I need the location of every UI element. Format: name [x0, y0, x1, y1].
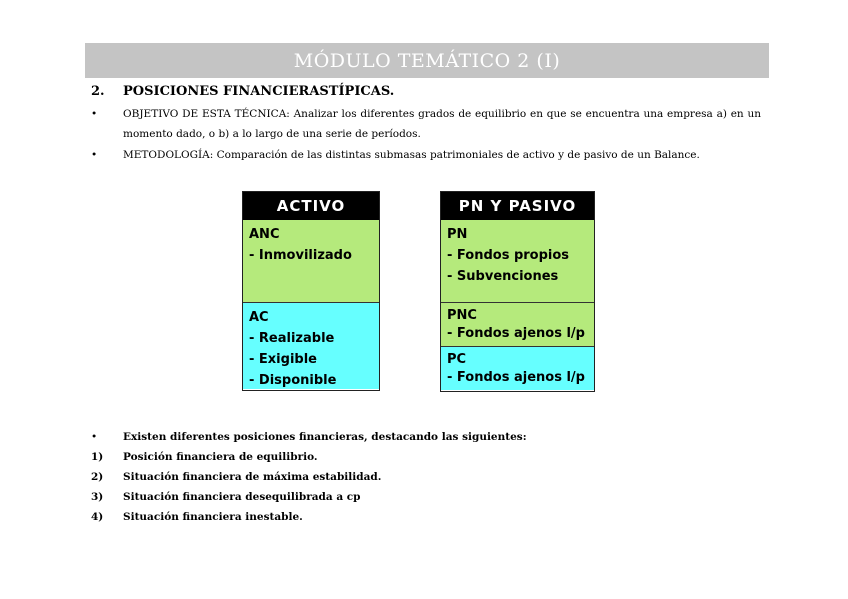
objective-line-1: OBJETIVO DE ESTA TÉCNICA: Analizar los diferentes grados de equilibrio en que se encuentra una empresa a) en un	[123, 108, 761, 120]
module-banner	[85, 43, 769, 78]
pn-cell	[441, 220, 594, 302]
activo-table	[242, 191, 380, 391]
list-item	[91, 447, 318, 467]
objective-paragraph	[91, 104, 761, 144]
ac-item: - Exigible	[249, 352, 317, 367]
pc-cell	[441, 346, 594, 390]
pn-item: - Fondos propios	[447, 248, 570, 263]
pnc-cell	[441, 302, 594, 346]
pc-title: PC	[447, 352, 467, 367]
pn-item: - Subvenciones	[447, 269, 559, 284]
list-item	[91, 487, 361, 507]
list-text: Situación financiera inestable.	[123, 511, 303, 523]
list-number: 4)	[91, 511, 104, 523]
positions-intro-text: Existen diferentes posiciones financieras, destacando las siguientes:	[123, 431, 527, 443]
ac-item: - Realizable	[249, 331, 335, 346]
section-heading	[91, 84, 394, 99]
pasivo-table	[440, 191, 595, 392]
methodology-paragraph	[91, 145, 761, 165]
list-text: Posición financiera de equilibrio.	[123, 451, 318, 463]
ac-item: - Disponible	[249, 373, 337, 388]
methodology-text: METODOLOGÍA: Comparación de las distintas submasas patrimoniales de activo y de pasivo de un Balance.	[123, 149, 700, 161]
list-text: Situación financiera de máxima estabilidad.	[123, 471, 382, 483]
anc-title: ANC	[249, 227, 280, 242]
pasivo-header: PN Y PASIVO	[441, 192, 594, 220]
module-title: MÓDULO TEMÁTICO 2 (I)	[293, 49, 561, 72]
positions-intro	[91, 427, 527, 447]
bullet: •	[91, 431, 98, 443]
objective-line-2: momento dado, o b) a lo largo de una serie de períodos.	[123, 128, 421, 140]
pnc-item: - Fondos ajenos l/p	[447, 326, 585, 341]
pnc-title: PNC	[447, 308, 477, 323]
ac-title: AC	[249, 310, 269, 325]
activo-header: ACTIVO	[243, 192, 379, 220]
pc-item: - Fondos ajenos l/p	[447, 370, 585, 385]
list-item	[91, 467, 381, 487]
section-title: POSICIONES FINANCIERASTÍPICAS.	[123, 84, 395, 99]
bullet: •	[91, 149, 98, 161]
anc-item: - Inmovilizado	[249, 248, 352, 263]
bullet: •	[91, 108, 98, 120]
list-number: 1)	[91, 451, 104, 463]
ac-cell	[243, 302, 379, 389]
list-item	[91, 507, 303, 527]
section-number: 2.	[91, 84, 105, 99]
list-number: 3)	[91, 491, 104, 503]
list-text: Situación financiera desequilibrada a cp	[123, 491, 361, 503]
anc-cell	[243, 220, 379, 302]
pn-title: PN	[447, 227, 468, 242]
list-number: 2)	[91, 471, 104, 483]
